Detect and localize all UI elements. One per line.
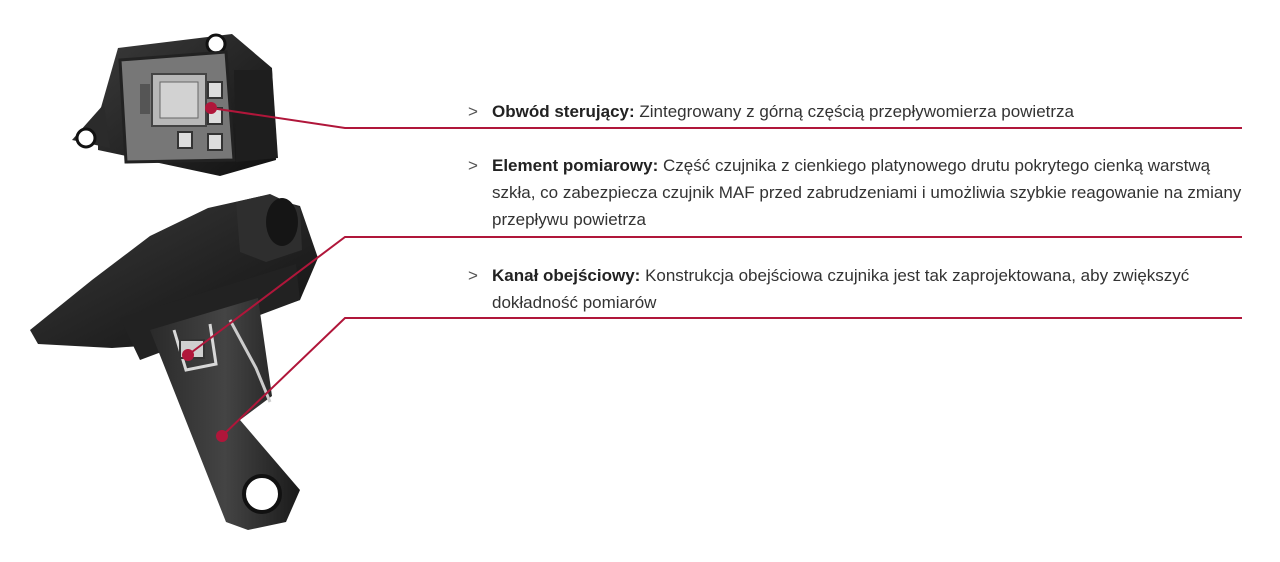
callout-text: Zintegrowany z górną częścią przepływomierza powietrza <box>639 102 1075 121</box>
callout-label: Obwód sterujący: <box>492 102 635 121</box>
sensor-body-photo <box>30 194 318 530</box>
callout-label: Element pomiarowy: <box>492 156 659 175</box>
callout-marker: > <box>468 102 478 121</box>
callout-label: Kanał obejściowy: <box>492 266 641 285</box>
callout-bypass-channel <box>468 262 1248 316</box>
callout-text: Część czujnika z cienkiego platynowego drutu pokrytego cienką warstwą szkła, co zabezpiecza czujnik MAF przed zabrudzeniami i umożliwia szybkie reagowanie na zmiany przepływu powietrza <box>492 156 1242 229</box>
callout-text: Konstrukcja obejściowa czujnika jest tak zaprojektowana, aby zwiększyć dokładność pomiarów <box>492 266 1190 312</box>
callout-marker: > <box>468 266 478 285</box>
control-circuit-photo <box>72 34 278 176</box>
leader-line-bypass-channel <box>222 318 1242 436</box>
callout-marker: > <box>468 156 478 175</box>
callout-control-circuit <box>468 98 1248 125</box>
callout-measuring-element <box>468 152 1248 233</box>
